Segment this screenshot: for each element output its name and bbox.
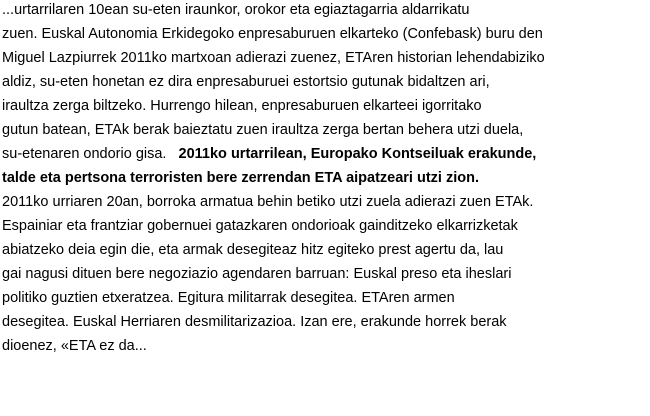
text-line-12 (2, 262, 511, 286)
text-line-7 (2, 142, 536, 166)
text-line-9 (2, 190, 533, 214)
text-line-3 (2, 46, 545, 70)
text-line-8 (2, 166, 479, 190)
text-line-5 (2, 94, 482, 118)
text-line-15 (2, 334, 147, 358)
text-segment: su-etenaren ondorio gisa. (2, 146, 179, 162)
text-line-1 (2, 0, 469, 22)
text-segment: 2011ko urriaren 20an, borroka armatua behin betiko utzi zuela adierazi zuen ETAk. (2, 194, 534, 210)
bold-text-segment: 2011ko urtarrilean, Europako Kontseiluak erakunde, (178, 146, 537, 162)
text-line-14 (2, 310, 507, 334)
text-segment: zuen. Euskal Autonomia Erkidegoko enpresaburuen elkarteko (Confebask) buru den (2, 26, 543, 42)
text-segment: dioenez, «ETA ez da... (2, 338, 147, 354)
text-segment: abiatzeko deia egin die, eta armak desegiteaz hitz egiteko prest agertu da, lau (2, 242, 504, 258)
bold-text-segment: talde eta pertsona terroristen bere zerrendan ETA aipatzeari utzi zion. (2, 170, 480, 186)
text-segment: iraultza zerga biltzeko. Hurrengo hilean, enpresaburuen elkarteei igorritako (2, 98, 482, 114)
text-segment: politiko guztien etxeratzea. Egitura militarrak desegitea. ETAren armen (2, 290, 455, 306)
text-segment: Miguel Lazpiurrek 2011ko martxoan adierazi zuenez, ETAren historian lehendabiziko (2, 50, 545, 66)
text-line-13 (2, 286, 455, 310)
text-line-6 (2, 118, 523, 142)
text-line-2 (2, 22, 543, 46)
text-segment: gutun batean, ETAk berak baieztatu zuen iraultza zerga bertan behera utzi duela, (2, 122, 524, 138)
text-line-4 (2, 70, 490, 94)
text-segment: ...urtarrilaren 10ean su-eten iraunkor, orokor eta egiaztagarria aldarrikatu (2, 2, 470, 18)
text-segment: aldiz, su-eten honetan ez dira enpresaburuei estortsio gutunak bidaltzen ari, (2, 74, 490, 90)
text-line-11 (2, 238, 503, 262)
text-segment: Espainiar eta frantziar gobernuei gatazkaren ondorioak gainditzeko elkarrizketak (2, 218, 518, 234)
text-segment: desegitea. Euskal Herriaren desmilitarizazioa. Izan ere, erakunde horrek berak (2, 314, 507, 330)
text-segment: gai nagusi dituen bere negoziazio agendaren barruan: Euskal preso eta iheslari (2, 266, 512, 282)
text-line-10 (2, 214, 518, 238)
